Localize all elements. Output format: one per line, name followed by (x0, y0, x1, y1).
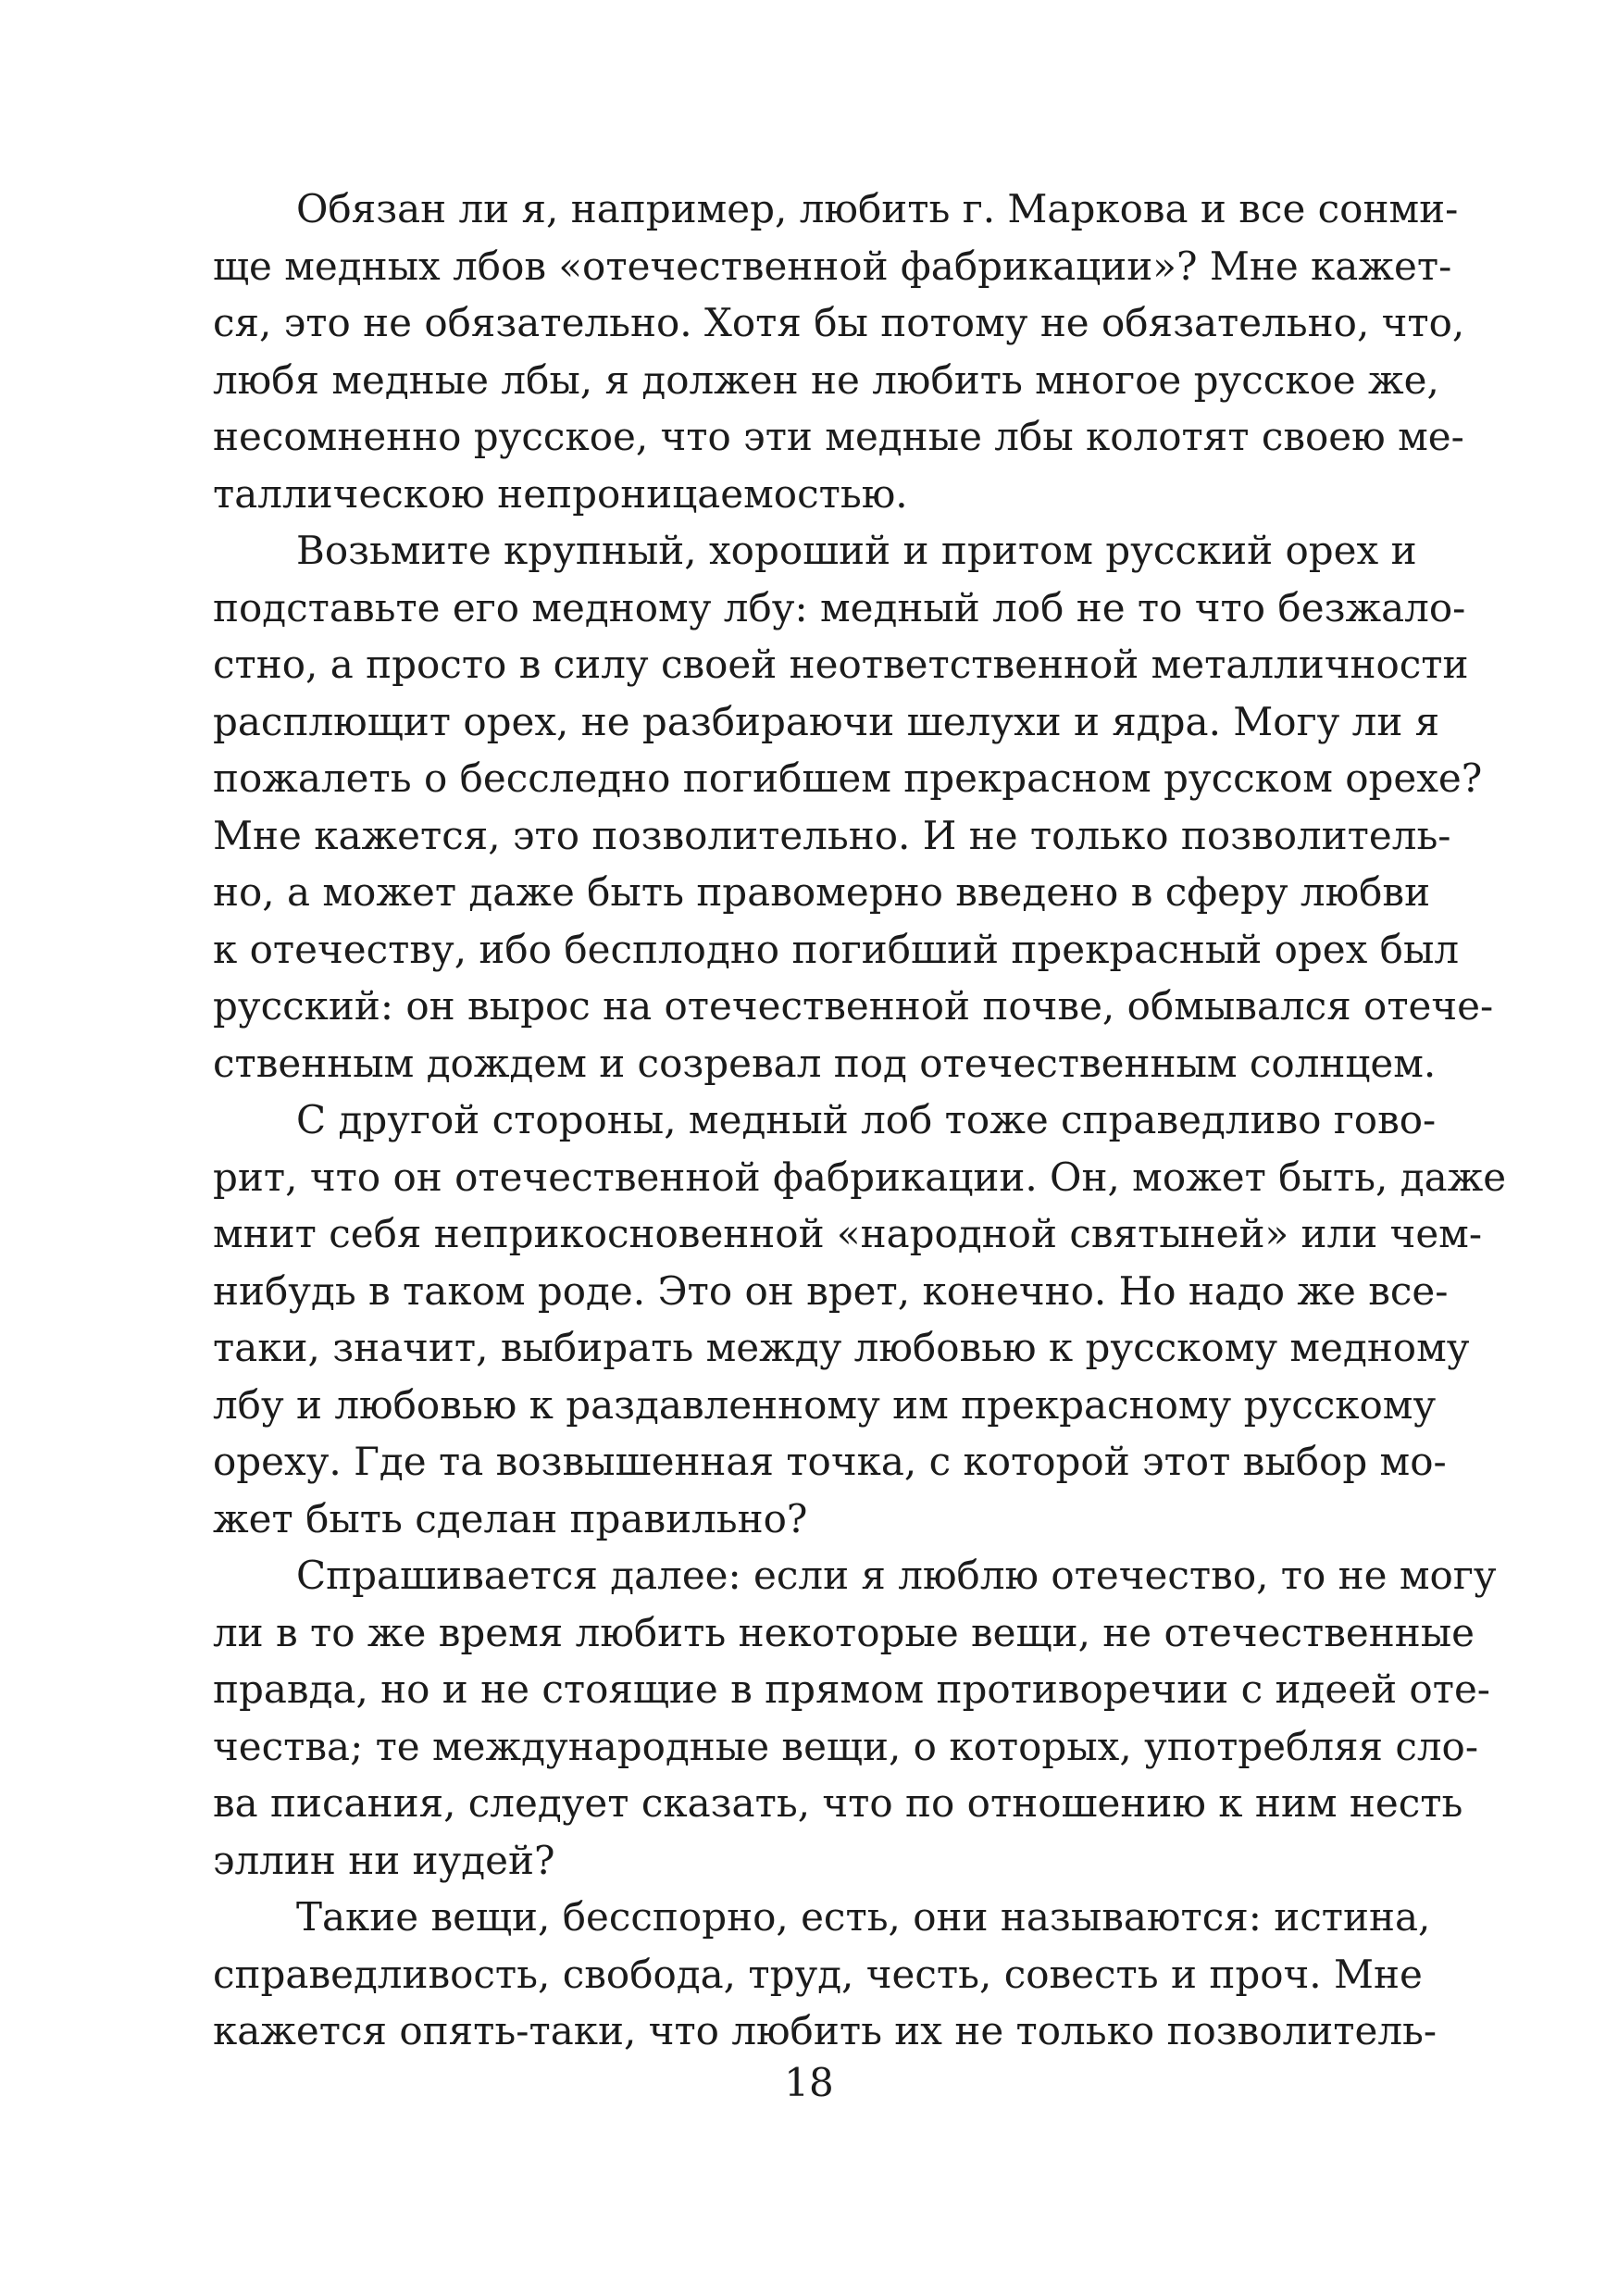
text-line: таллическою непроницаемостью. (213, 470, 908, 517)
text-line: к отечеству, ибо бесплодно погибший прекрасный орех был (213, 926, 1460, 972)
text-line: таки, значит, выбирать между любовью к русскому медному (213, 1325, 1470, 1370)
body-text (213, 181, 1507, 2060)
text-line: русский: он вырос на отечественной почве, обмывался отече- (213, 983, 1494, 1029)
text-line: расплющит орех, не разбираючи шелухи и ядра. Могу ли я (213, 698, 1440, 744)
text-line: чества; те международные вещи, о которых, употребляя сло- (213, 1723, 1479, 1769)
text-line: Обязан ли я, например, любить г. Маркова и все сонми- (296, 186, 1459, 231)
text-line: подставьте его медному лбу: медный лоб не то что безжало- (213, 584, 1466, 630)
text-line: Возьмите крупный, хороший и притом русский орех и (296, 528, 1417, 573)
text-line: рит, что он отечественной фабрикации. Он, может быть, даже (213, 1154, 1507, 1200)
text-line: С другой стороны, медный лоб тоже справедливо гово- (296, 1097, 1437, 1142)
text-line: ственным дождем и созревал под отечественным солнцем. (213, 1040, 1437, 1086)
text-line: жет быть сделан правильно? (213, 1495, 808, 1541)
text-line: ся, это не обязательно. Хотя бы потому не обязательно, что, (213, 300, 1465, 345)
text-line: любя медные лбы, я должен не любить многое русское же, (213, 356, 1439, 403)
text-line: справедливость, свобода, труд, честь, совесть и проч. Мне (213, 1951, 1423, 1997)
text-line: мнит себя неприкосновенной «народной святыней» или чем- (213, 1211, 1483, 1256)
page-number: 18 (784, 2060, 834, 2105)
text-line: пожалеть о бесследно погибшем прекрасном русском орехе? (213, 755, 1483, 801)
text-line: Такие вещи, бесспорно, есть, они называются: истина, (296, 1894, 1431, 1940)
text-line: Мне кажется, это позволительно. И не только позволитель- (213, 812, 1451, 858)
text-line: ва писания, следует сказать, что по отношению к ним несть (213, 1780, 1463, 1826)
text-line: ли в то же время любить некоторые вещи, не отечественные (213, 1609, 1475, 1655)
text-line: ще медных лбов «отечественной фабрикации»? Мне кажет- (213, 243, 1452, 289)
text-line: ореху. Где та возвышенная точка, с которой этот выбор мо- (213, 1439, 1447, 1484)
text-line: но, а может даже быть правомерно введено в сферу любви (213, 869, 1431, 915)
text-line: стно, а просто в силу своей неответственной металличности (213, 642, 1469, 687)
text-line: Спрашивается далее: если я люблю отечество, то не могу (296, 1553, 1497, 1598)
text-line: лбу и любовью к раздавленному им прекрасному русскому (213, 1381, 1437, 1428)
text-line: кажется опять-таки, что любить их не только позволитель- (213, 2008, 1438, 2053)
text-line: эллин ни иудей? (213, 1837, 555, 1883)
text-line: несомненно русское, что эти медные лбы колотят своею ме- (213, 414, 1464, 459)
text-line: правда, но и не стоящие в прямом противоречии с идеей оте- (213, 1666, 1490, 1712)
text-line: нибудь в таком роде. Это он врет, конечно. Но надо же все- (213, 1267, 1449, 1314)
